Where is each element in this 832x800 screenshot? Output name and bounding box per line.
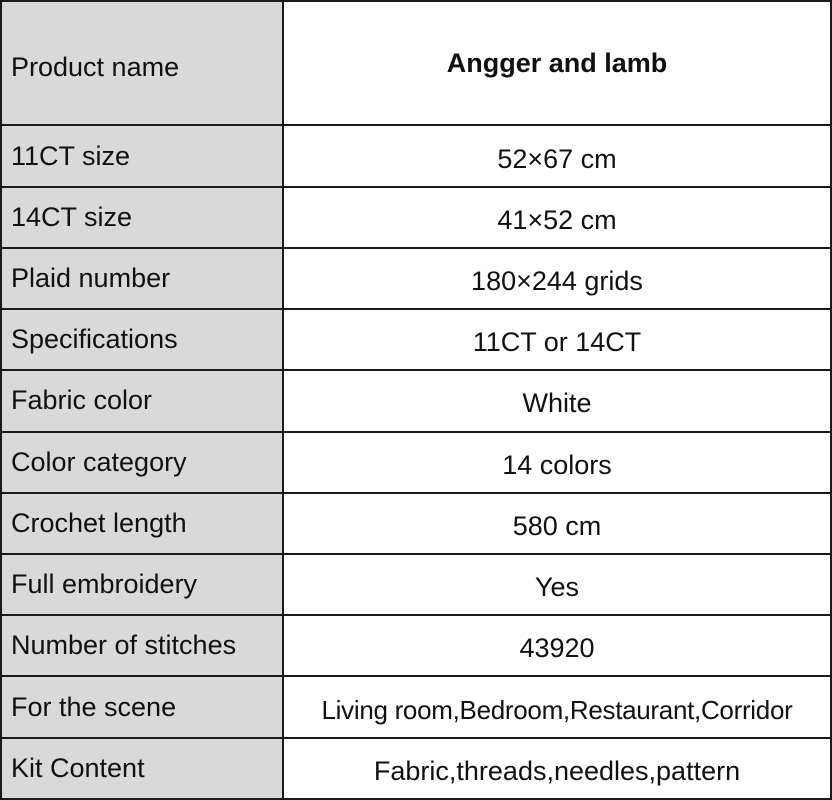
row-value: 52×67 cm (283, 125, 831, 186)
row-label: Product name (1, 1, 283, 125)
row-label: Fabric color (1, 370, 283, 431)
table-row-kit-content (1, 738, 831, 799)
row-label: Crochet length (1, 493, 283, 554)
row-value: Yes (283, 554, 831, 615)
table-row-crochet-length (1, 493, 831, 554)
table-row-fabric-color (1, 370, 831, 431)
row-value: Fabric,threads,needles,pattern (283, 738, 831, 799)
row-value: 41×52 cm (283, 187, 831, 248)
table-row-for-the-scene (1, 676, 831, 737)
row-label: 14CT size (1, 187, 283, 248)
table-row-full-embroidery (1, 554, 831, 615)
row-label: Kit Content (1, 738, 283, 799)
row-value: Living room,Bedroom,Restaurant,Corridor (283, 676, 831, 737)
row-value: 180×244 grids (283, 248, 831, 309)
row-label: Number of stitches (1, 615, 283, 676)
table-row-specifications (1, 309, 831, 370)
row-value: 11CT or 14CT (283, 309, 831, 370)
table-row-product-name (1, 1, 831, 125)
product-name-value: Angger and lamb (283, 1, 831, 125)
table-row-color-category (1, 432, 831, 493)
table-row-11ct-size (1, 125, 831, 186)
row-value: 14 colors (283, 432, 831, 493)
row-value: White (283, 370, 831, 431)
table-row-plaid-number (1, 248, 831, 309)
row-label: Specifications (1, 309, 283, 370)
row-label: 11CT size (1, 125, 283, 186)
spec-table-body (1, 1, 831, 799)
table-row-14ct-size (1, 187, 831, 248)
row-label: For the scene (1, 676, 283, 737)
row-label: Plaid number (1, 248, 283, 309)
row-value: 43920 (283, 615, 831, 676)
table-row-number-of-stitches (1, 615, 831, 676)
row-value: 580 cm (283, 493, 831, 554)
row-label: Color category (1, 432, 283, 493)
row-label: Full embroidery (1, 554, 283, 615)
